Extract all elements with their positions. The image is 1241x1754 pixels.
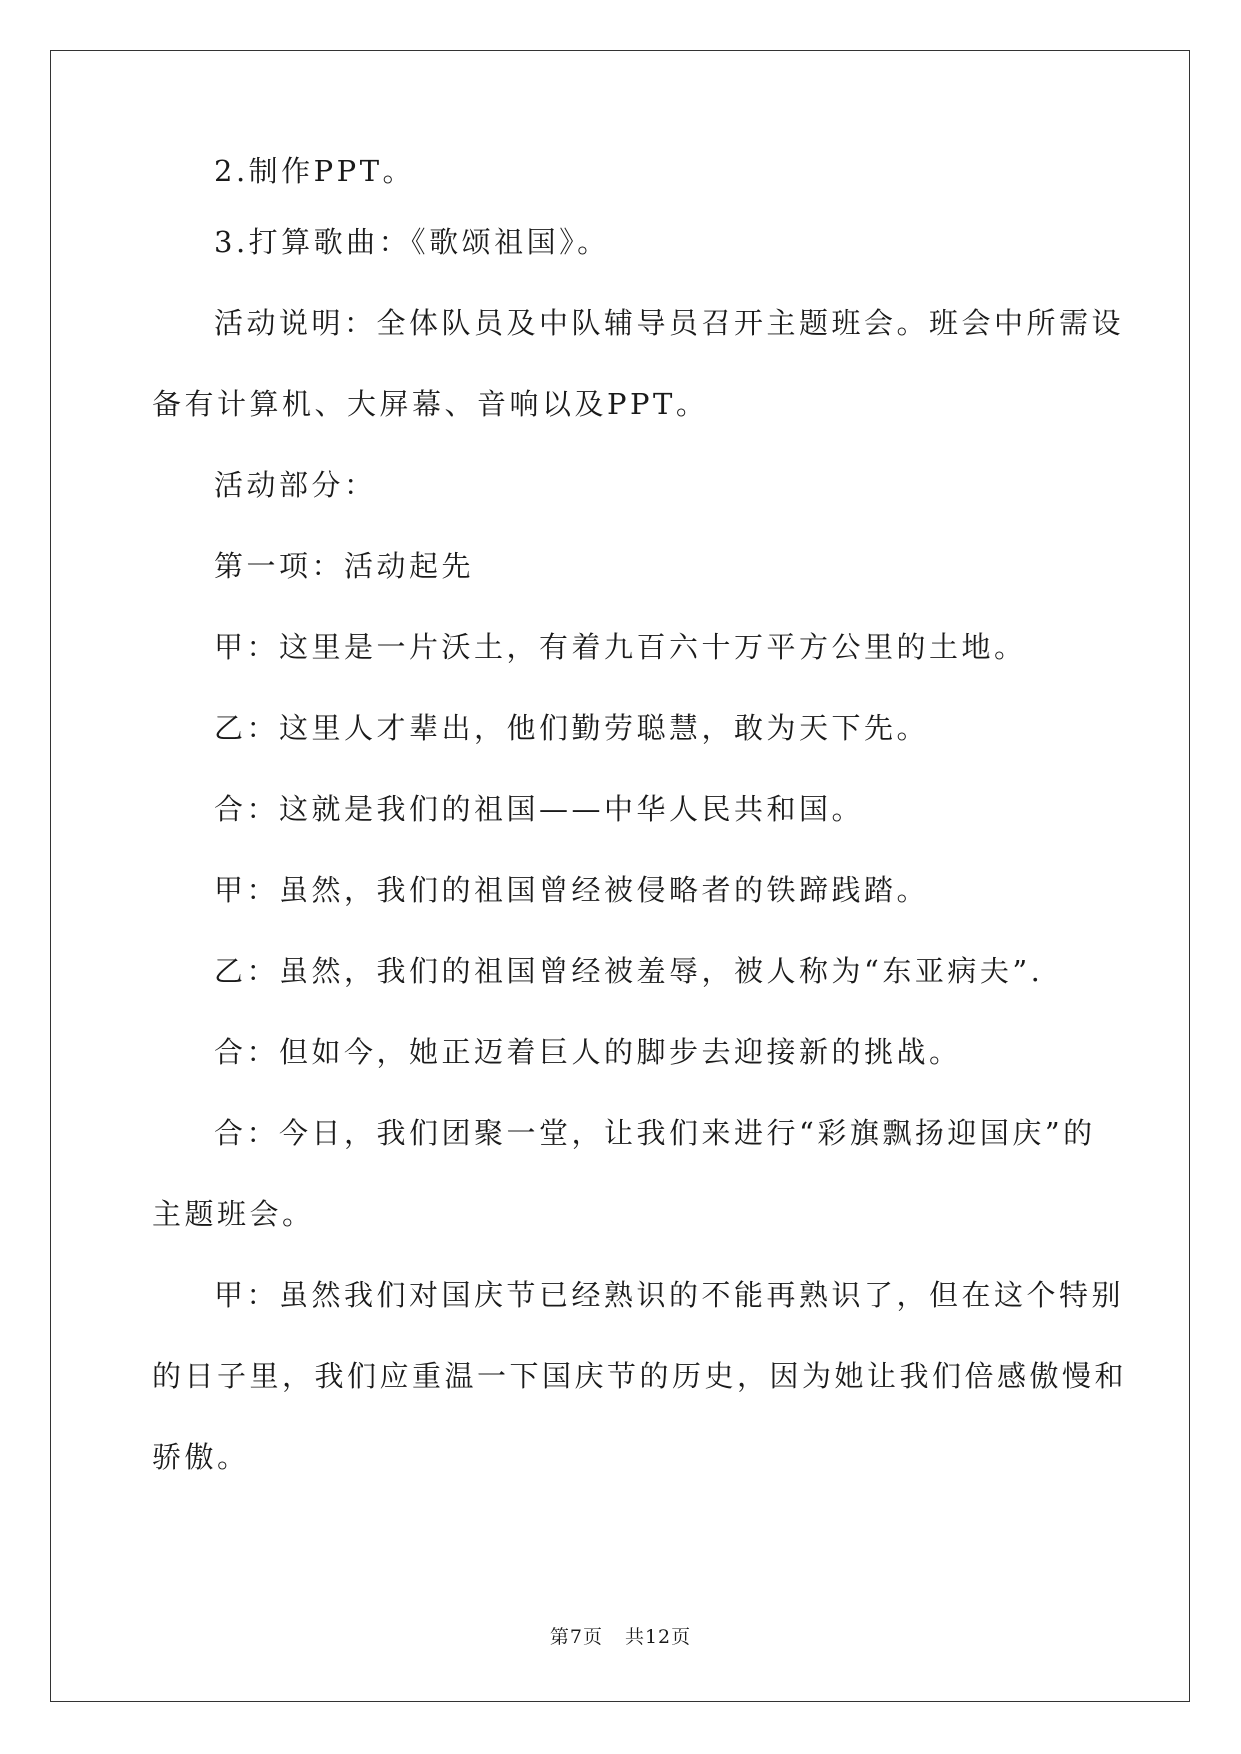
paragraph bbox=[152, 202, 1092, 283]
text-line: 乙：虽然，我们的祖国曾经被羞辱，被人称为“东亚病夫”. bbox=[214, 954, 1044, 988]
paragraph bbox=[152, 850, 1092, 931]
text-line: 第一项：活动起先 bbox=[214, 549, 475, 583]
text-line: 骄傲。 bbox=[152, 1440, 250, 1474]
text-line: 活动说明：全体队员及中队辅导员召开主题班会。班会中所需设 bbox=[214, 306, 1125, 340]
page-number: 第7页 bbox=[549, 1626, 603, 1648]
paragraph bbox=[152, 1093, 1096, 1255]
paragraph bbox=[152, 445, 1092, 526]
paragraph bbox=[152, 283, 1125, 445]
paragraph bbox=[152, 931, 1092, 1012]
text-line: 备有计算机、大屏幕、音响以及PPT。 bbox=[152, 387, 709, 421]
text-line: 主题班会。 bbox=[152, 1197, 315, 1231]
text-line: 的日子里，我们应重温一下国庆节的历史，因为她让我们倍感傲慢和 bbox=[152, 1359, 1128, 1393]
page-footer bbox=[0, 1622, 1241, 1649]
text-line: 甲：这里是一片沃土，有着九百六十万平方公里的土地。 bbox=[214, 630, 1027, 664]
paragraph bbox=[152, 688, 1092, 769]
text-line: 2.制作PPT。 bbox=[214, 154, 416, 188]
paragraph bbox=[152, 1255, 1128, 1498]
text-line: 合：这就是我们的祖国——中华人民共和国。 bbox=[214, 792, 865, 826]
text-line: 合：但如今，她正迈着巨人的脚步去迎接新的挑战。 bbox=[214, 1035, 962, 1069]
paragraph bbox=[152, 769, 1092, 850]
text-line: 3.打算歌曲：《歌颂祖国》。 bbox=[214, 225, 610, 259]
text-line: 甲：虽然，我们的祖国曾经被侵略者的铁蹄践踏。 bbox=[214, 873, 930, 907]
paragraph bbox=[152, 607, 1092, 688]
paragraph bbox=[152, 526, 1092, 607]
text-line: 合：今日，我们团聚一堂，让我们来进行“彩旗飘扬迎国庆”的 bbox=[214, 1116, 1096, 1150]
text-line: 活动部分： bbox=[214, 468, 377, 502]
paragraph bbox=[152, 131, 1092, 212]
page-total: 共12页 bbox=[624, 1626, 692, 1648]
text-line: 乙：这里人才辈出，他们勤劳聪慧，敢为天下先。 bbox=[214, 711, 930, 745]
text-line: 甲：虽然我们对国庆节已经熟识的不能再熟识了，但在这个特别 bbox=[214, 1278, 1125, 1312]
paragraph bbox=[152, 1012, 1092, 1093]
